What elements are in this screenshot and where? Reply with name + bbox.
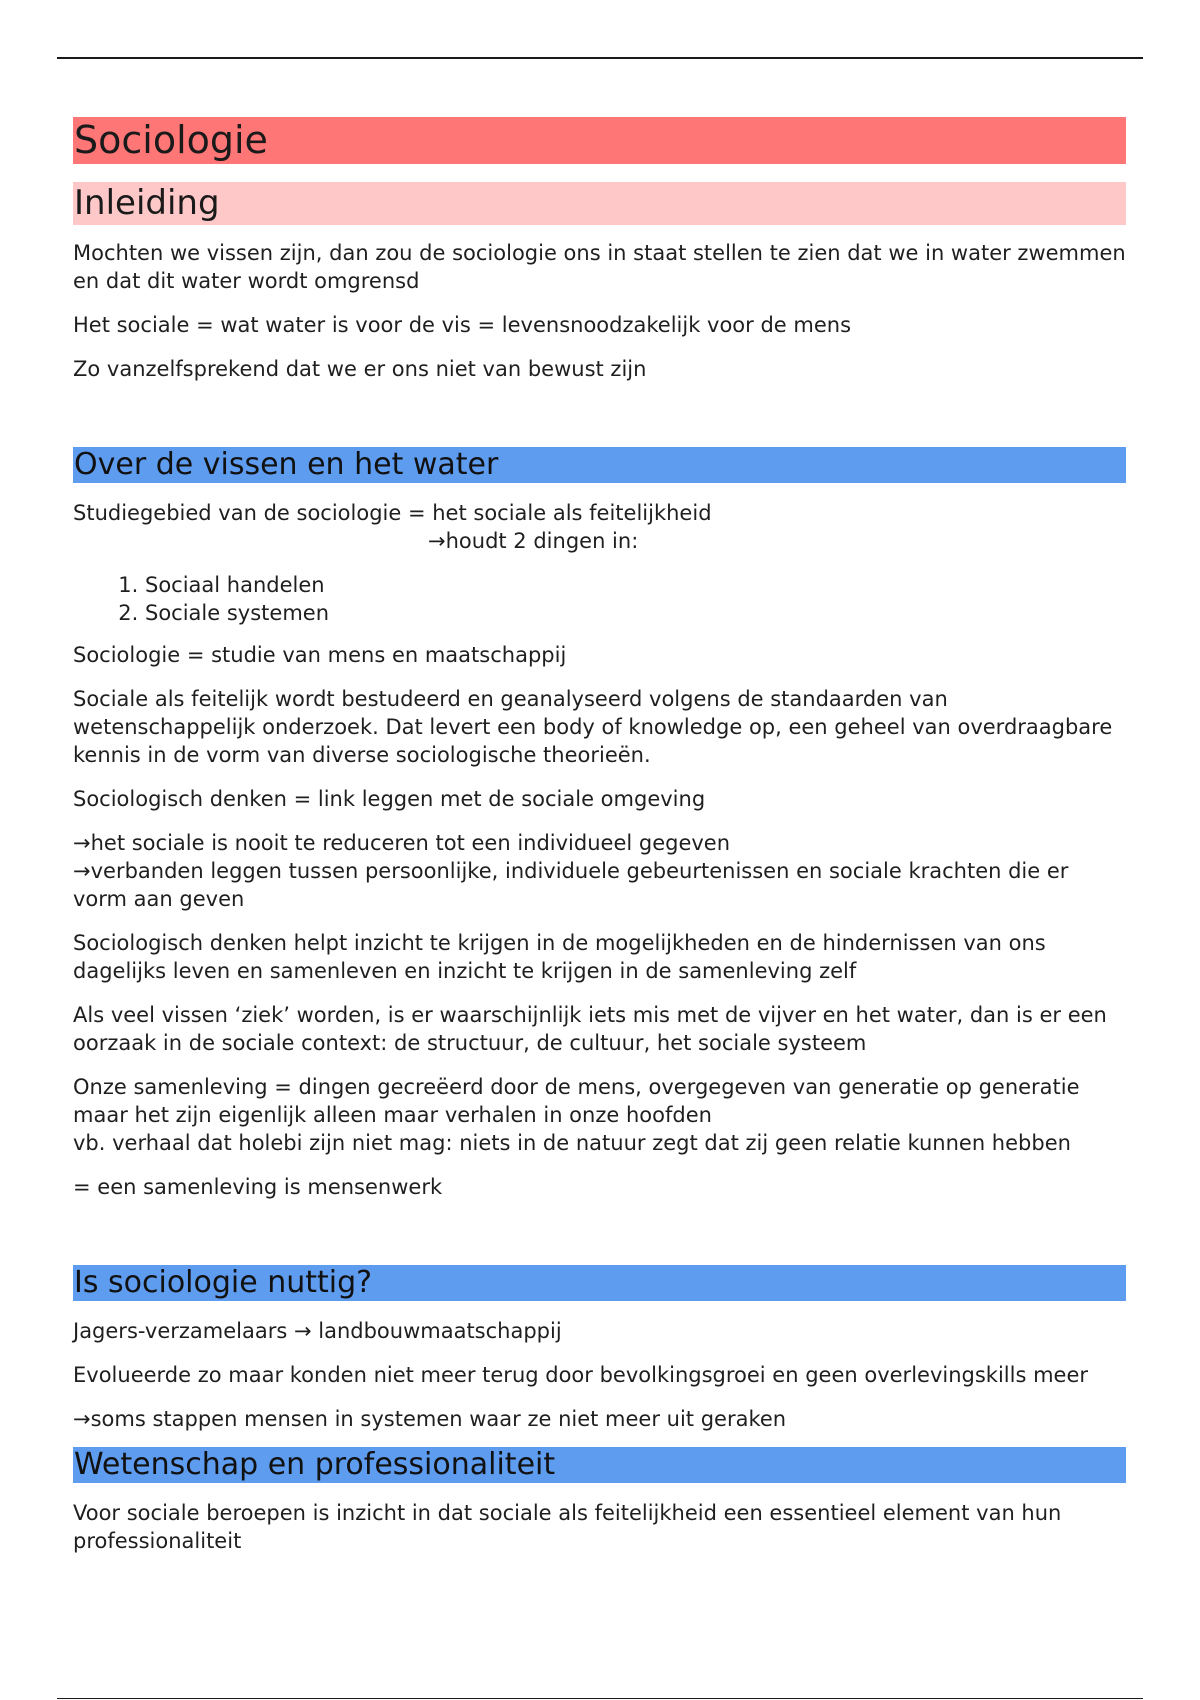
list-item: 1. Sociaal handelen xyxy=(145,571,1126,599)
paragraph: →houdt 2 dingen in: xyxy=(428,529,639,553)
paragraph: Sociologie = studie van mens en maatschappij xyxy=(73,643,567,667)
paragraph: Sociologisch denken = link leggen met de sociale omgeving xyxy=(73,787,706,811)
paragraph: Mochten we vissen zijn, dan zou de sociologie ons in staat stellen te zien dat we in water zwemmen en dat dit water wordt omgrensd xyxy=(73,241,1126,293)
paragraph: Als veel vissen ‘ziek’ worden, is er waarschijnlijk iets mis met de vijver en het water, dan is er een oorzaak in de sociale context: de structuur, de cultuur, het sociale systeem xyxy=(73,1003,1107,1055)
paragraph: Onze samenleving = dingen gecreëerd door de mens, overgegeven van generatie op generatie maar het zijn eigenlijk alleen maar verhalen in onze hoofden xyxy=(73,1075,1080,1127)
document-title: Sociologie xyxy=(73,117,1126,164)
paragraph: Sociale als feitelijk wordt bestudeerd en geanalyseerd volgens de standaarden van wetenschappelijk onderzoek. Dat levert een body of knowledge op, een geheel van overdraagbare kennis in de vorm van diverse sociologische theorieën. xyxy=(73,687,1113,767)
paragraph: vb. verhaal dat holebi zijn niet mag: niets in de natuur zegt dat zij geen relatie kunnen hebben xyxy=(73,1131,1071,1155)
top-rule xyxy=(57,57,1143,59)
heading-wetenschap: Wetenschap en professionaliteit xyxy=(73,1447,1126,1483)
heading-vissen-water: Over de vissen en het water xyxy=(73,447,1126,483)
paragraph: →verbanden leggen tussen persoonlijke, individuele gebeurtenissen en sociale krachten die er vorm aan geven xyxy=(73,859,1069,911)
paragraph: Het sociale = wat water is voor de vis = levensnoodzakelijk voor de mens xyxy=(73,313,852,337)
paragraph: Studiegebied van de sociologie = het sociale als feitelijkheid xyxy=(73,501,712,525)
document-body xyxy=(73,117,1126,1555)
paragraph: Jagers-verzamelaars → landbouwmaatschappij xyxy=(73,1319,562,1343)
heading-nuttig: Is sociologie nuttig? xyxy=(73,1265,1126,1301)
paragraph: Zo vanzelfsprekend dat we er ons niet van bewust zijn xyxy=(73,357,647,381)
paragraph: Evolueerde zo maar konden niet meer terug door bevolkingsgroei en geen overlevingskills meer xyxy=(73,1363,1089,1387)
paragraph: Voor sociale beroepen is inzicht in dat sociale als feitelijkheid een essentieel element van hun professionaliteit xyxy=(73,1501,1062,1553)
bottom-rule xyxy=(57,1698,1143,1699)
heading-inleiding: Inleiding xyxy=(73,182,1126,225)
numbered-list xyxy=(73,571,1126,627)
paragraph: →soms stappen mensen in systemen waar ze niet meer uit geraken xyxy=(73,1407,787,1431)
paragraph: = een samenleving is mensenwerk xyxy=(73,1175,443,1199)
paragraph: Sociologisch denken helpt inzicht te krijgen in de mogelijkheden en de hindernissen van ons dagelijks leven en samenleven en inzicht te krijgen in de samenleving zelf xyxy=(73,931,1046,983)
paragraph: →het sociale is nooit te reduceren tot een individueel gegeven xyxy=(73,831,731,855)
list-item: 2. Sociale systemen xyxy=(145,599,1126,627)
